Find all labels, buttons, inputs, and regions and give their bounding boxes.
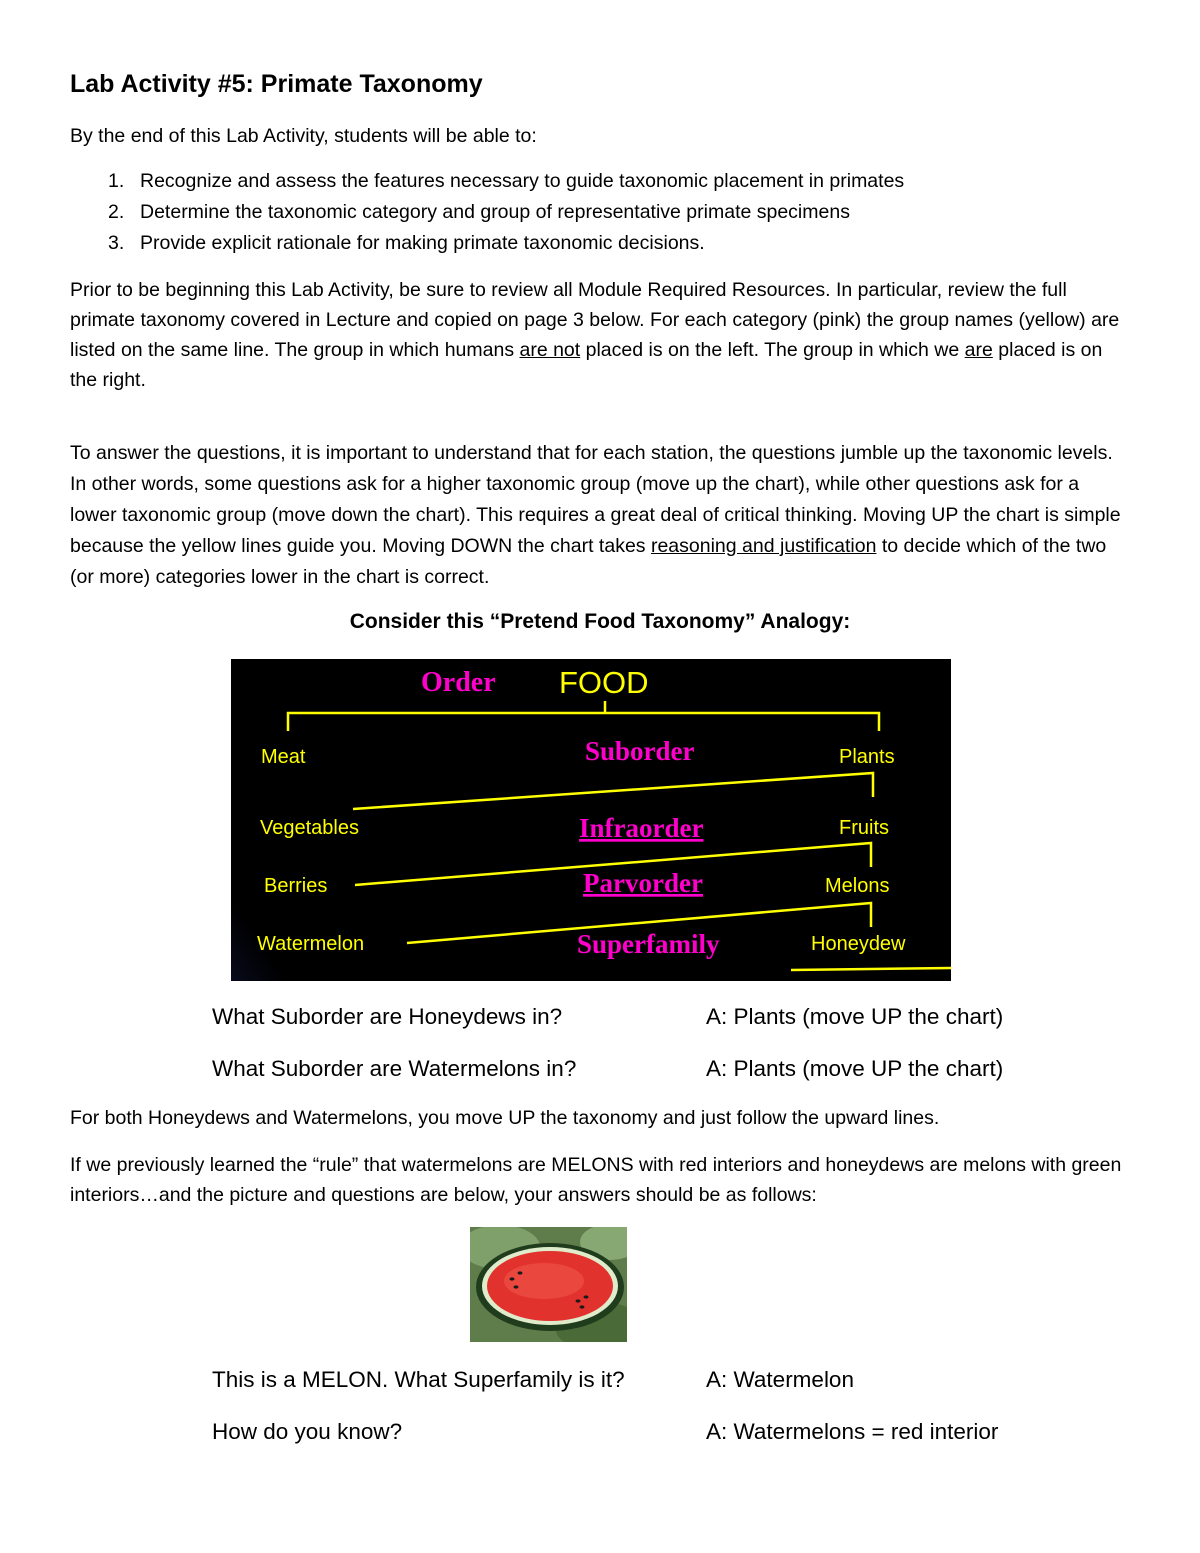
- prior-paragraph: [70, 275, 1130, 395]
- watermelon-image: [470, 1227, 627, 1342]
- follow-paragraph: For both Honeydews and Watermelons, you move UP the taxonomy and just follow the upward lines.: [70, 1107, 940, 1129]
- question-suborder-honeydew: What Suborder are Honeydews in?: [212, 1004, 563, 1029]
- list-text: Provide explicit rationale for making primate taxonomic decisions.: [140, 232, 705, 254]
- question-suborder-watermelon: What Suborder are Watermelons in?: [212, 1056, 577, 1081]
- group-watermelon: Watermelon: [257, 933, 365, 955]
- root-label: FOOD: [559, 665, 649, 700]
- honeydew-connector: [791, 968, 951, 970]
- group-honeydew: Honeydew: [811, 933, 906, 955]
- underline-are-not: are not: [519, 339, 581, 361]
- answering-paragraph: [70, 438, 1130, 593]
- list-item: [70, 166, 904, 197]
- answer-how-know: A: Watermelons = red interior: [706, 1419, 999, 1444]
- category-suborder: Suborder: [585, 736, 695, 766]
- list-text: Recognize and assess the features necessary to guide taxonomic placement in primates: [140, 170, 905, 192]
- group-berries: Berries: [264, 875, 328, 897]
- list-text: Determine the taxonomic category and group of representative primate specimens: [140, 201, 850, 223]
- question-how-know: How do you know?: [212, 1419, 403, 1444]
- analogy-heading: Consider this “Pretend Food Taxonomy” Analogy:: [349, 610, 851, 633]
- answering-text-b: to decide which of the two (or more) categories lower in the chart is correct.: [70, 535, 1107, 588]
- prior-text-c: placed is on the right.: [70, 339, 1103, 391]
- food-taxonomy-chart: [231, 659, 951, 981]
- group-fruits: Fruits: [839, 817, 889, 839]
- list-item: [70, 228, 904, 259]
- underline-reasoning: reasoning and justification: [650, 535, 877, 557]
- list-number: 1.: [108, 170, 125, 192]
- group-vegetables: Vegetables: [260, 817, 359, 839]
- group-plants: Plants: [839, 746, 895, 768]
- plants-connector: [353, 773, 873, 809]
- list-number: 3.: [108, 232, 125, 254]
- answer-superfamily: A: Watermelon: [706, 1367, 854, 1392]
- underline-are: are: [964, 339, 993, 361]
- objectives-list: [70, 166, 904, 259]
- order-bracket: [288, 713, 879, 731]
- list-number: 2.: [108, 201, 125, 223]
- list-item: [70, 197, 904, 228]
- category-parvorder: Parvorder: [583, 868, 703, 898]
- question-superfamily: This is a MELON. What Superfamily is it?: [212, 1367, 625, 1392]
- prior-text-b: placed is on the left. The group in which we: [580, 339, 965, 361]
- food-taxonomy-svg: [231, 659, 951, 981]
- prior-text-a: Prior to be beginning this Lab Activity, be sure to review all Module Required Resources. In particular, review the full primate taxonomy covered in Lecture and copied on page 3 below. For each category (pink) the group names (yellow) are listed on the same line. The group in which humans: [70, 279, 1120, 361]
- objectives-lead: By the end of this Lab Activity, students will be able to:: [70, 125, 537, 147]
- answer-suborder-honeydew: A: Plants (move UP the chart): [706, 1004, 1004, 1029]
- order-label: Order: [421, 667, 496, 698]
- page-title: Lab Activity #5: Primate Taxonomy: [70, 70, 483, 98]
- category-infraorder: Infraorder: [579, 813, 704, 843]
- category-superfamily: Superfamily: [577, 929, 720, 959]
- rule-paragraph: If we previously learned the “rule” that watermelons are MELONS with red interiors and honeydews are melons with green interiors…and the picture and questions are below, your answers should be as follows:: [70, 1154, 1122, 1206]
- group-melons: Melons: [825, 875, 890, 897]
- group-meat: Meat: [261, 746, 306, 768]
- watermelon-illustration: [470, 1227, 627, 1342]
- answering-text-a: To answer the questions, it is important to understand that for each station, the questions jumble up the taxonomic levels. In other words, some questions ask for a higher taxonomic group (move up the chart), while other questions ask for a lower taxonomic group (move down the chart). This requires a great deal of critical thinking. Moving UP the chart is simple because the yellow lines guide you. Moving DOWN the chart takes: [70, 442, 1121, 557]
- answer-suborder-watermelon: A: Plants (move UP the chart): [706, 1056, 1004, 1081]
